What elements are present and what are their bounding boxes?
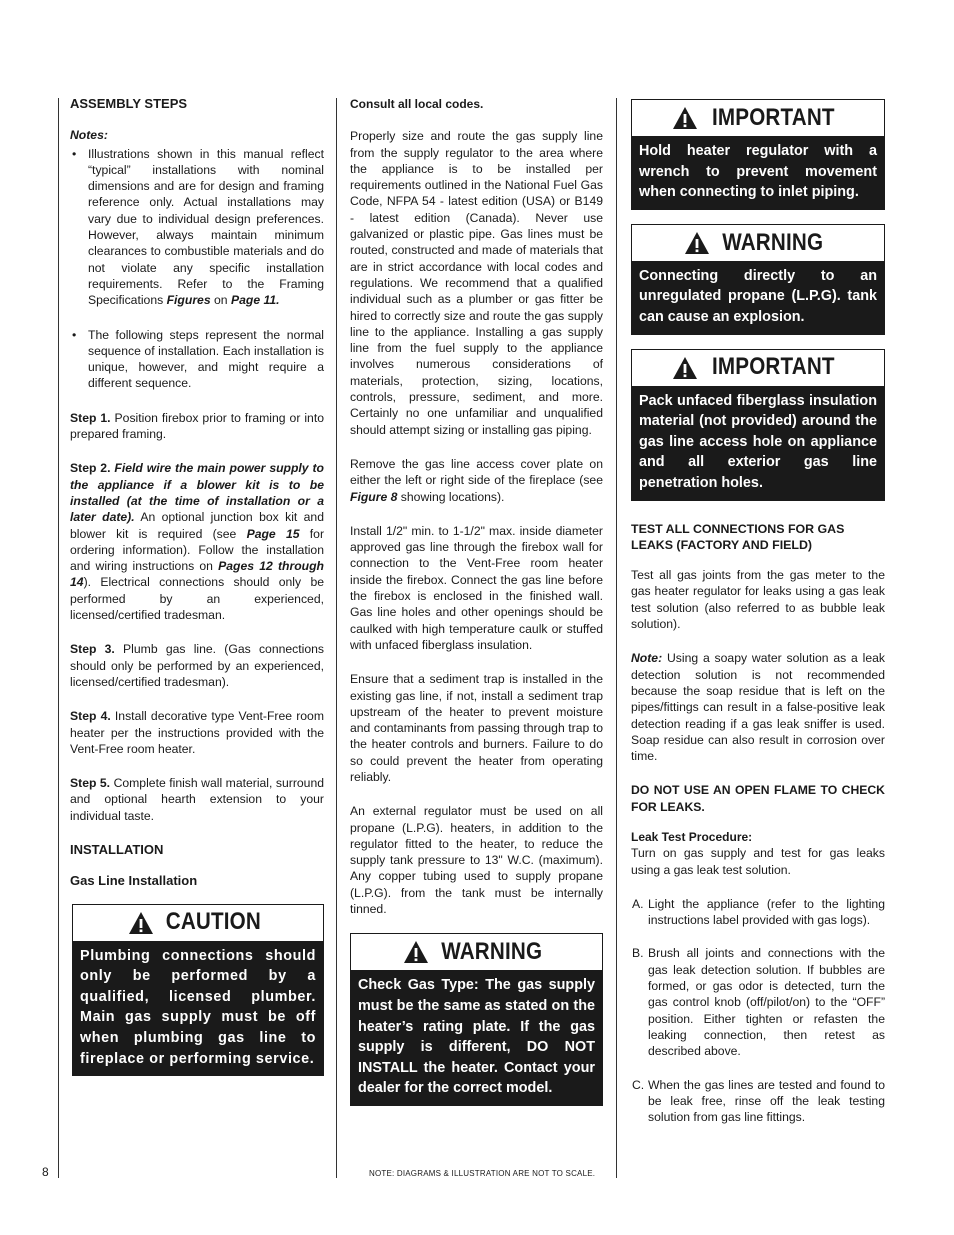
step-2	[70, 460, 324, 623]
figure-ref: Figure 8	[350, 489, 398, 504]
column-right	[631, 99, 885, 1142]
step-text: Position firebox prior to framing or into prepared framing.	[70, 410, 325, 442]
warning-triangle-icon	[128, 911, 154, 935]
step-text: Install decorative type Vent-Free room heater per the instructions provided with the Vent-Free room heater.	[70, 709, 324, 756]
caution-header	[73, 905, 323, 941]
step-label: Step 5.	[70, 776, 111, 791]
warning-triangle-icon	[403, 940, 429, 964]
note-label: Note:	[631, 651, 663, 666]
step-text: Plumb gas line. (Gas connections should only be performed by an experienced, licensed/certified tradesman).	[70, 642, 324, 689]
warning-title: WARNING	[441, 938, 542, 966]
assembly-steps-heading: ASSEMBLY STEPS	[70, 96, 188, 111]
warning-header	[351, 934, 602, 970]
caution-title: CAUTION	[165, 908, 261, 936]
important-title: IMPORTANT	[711, 353, 835, 381]
leak-test-intro: Turn on gas supply and test for gas leaks using a gas leak test solution.	[631, 846, 885, 877]
note-text: Using a soapy water solution as a leak detection solution is not recommended because the soap residue that is left on the pipes/fittings can result in a false-positive leak detection reading if a gas leak sniffer is used. Soap residue can also result in corrosion over time.	[631, 651, 885, 764]
page-ref: Page 15	[246, 526, 300, 541]
step-label: Step 3.	[70, 642, 115, 657]
step-5	[70, 775, 324, 824]
leak-test-heading: Leak Test Procedure:	[631, 829, 753, 844]
step-text: Brush all joints and connections with the gas leak detection solution. If bubbles are formed, or gas odor is detected, turn the gas control knob (off/pilot/on) to the “OFF” position. Either tighten or refasten the leaking connection, then retest as described above.	[648, 946, 885, 1059]
notes-list	[70, 146, 324, 392]
warning-title: WARNING	[722, 228, 824, 256]
warning-triangle-icon	[672, 356, 698, 380]
step-4	[70, 708, 324, 757]
page-ref: Page 11.	[230, 293, 280, 308]
leak-test-step	[631, 1077, 885, 1126]
important-body: Pack unfaced fiberglass insulation material (not provided) around the gas line access hole on appliance and all exterior gas line penetration holes.	[632, 386, 884, 500]
caution-body: Plumbing connections should only be performed by a qualified, licensed plumber. Main gas supply must be off when plumbing gas line to fireplace or performing service.	[73, 941, 323, 1076]
step-letter: C.	[632, 1077, 645, 1092]
important-box-regulator	[631, 99, 885, 210]
page-number: 8	[42, 1165, 49, 1179]
paragraph-text: showing locations).	[397, 489, 505, 504]
step-text: When the gas lines are tested and found to be leak free, rinse off the leak testing solution from gas line fittings.	[648, 1077, 885, 1125]
step-text: ). Electrical connections should only be performed by an experienced, licensed/certified tradesman.	[70, 575, 324, 623]
access-cover-paragraph	[350, 456, 603, 505]
step-letter: B.	[632, 946, 644, 961]
step-label: Step 1.	[70, 410, 111, 425]
test-connections-heading: TEST ALL CONNECTIONS FOR GAS LEAKS (FACTORY AND FIELD)	[631, 521, 845, 552]
figures-ref: Figures	[166, 293, 211, 308]
gas-line-paragraph: Properly size and route the gas supply line from the supply regulator to the area where the appliance is to be installed per requirements outlined in the National Fuel Gas Code, NFPA 54 - latest edition (USA) or B149 - latest edition (Canada). Never use galvanized or plastic pipe. Gas lines must be routed, constructed and made of materials that are in strict accordance with local codes and regulations. We recommend that a qualified individual such as a plumber or gas fitter be hired to correctly size and route the gas supply line to the appliance. Installing a gas supply line from the fuel supply to the appliance involves numerous considerations of materials, protection, sizing, locations, controls, pressure, sediment, and more. Certainly no one unfamiliar and unqualified should attempt sizing or installing gas piping.	[350, 129, 603, 437]
step-text: An optional junction box kit and blower kit is required (see	[70, 510, 324, 541]
sediment-trap-paragraph: Ensure that a sediment trap is installed in the existing gas line, if not, install a sediment trap upstream of the heater to prevent moisture and contaminants from passing through trap to the heater controls and burners. Failure to do so could prevent the heater from operating reliably.	[350, 672, 603, 784]
warning-header	[632, 225, 884, 261]
soap-note-paragraph	[631, 650, 885, 764]
page-ref: Pages 12 through 14	[70, 559, 324, 590]
external-regulator-paragraph: An external regulator must be used on all propane (L.P.G). heaters, in addition to the regulator fitted to the heater, to reduce the supply tank pressure to 13" W.C. (maximum). Any copper tubing used to supply propane (L.P.G). from the tank must be internally tinned.	[350, 804, 603, 917]
note-text: on	[210, 293, 231, 308]
test-paragraph: Test all gas joints from the gas meter to the gas heater regulator for leaks using a gas leak test solution (also referred to as bubble leak solution).	[631, 568, 885, 632]
gas-line-installation-heading: Gas Line Installation	[70, 873, 198, 889]
column-rule-left	[58, 98, 59, 1178]
paragraph-text: Remove the gas line access cover plate on either the left or right side of the fireplace (see	[350, 456, 603, 488]
note-item	[70, 146, 324, 309]
important-header	[632, 100, 884, 136]
important-box-insulation	[631, 349, 885, 501]
leak-test-step	[631, 896, 885, 929]
step-label: Step 4.	[70, 709, 111, 724]
column-middle	[350, 96, 603, 1120]
warning-body: Connecting directly to an unregulated propane (L.P.G). tank can cause an explosion.	[632, 261, 884, 334]
column-left	[70, 96, 324, 1090]
column-rule-right	[616, 98, 617, 1178]
note-item: • The following steps represent the normal sequence of installation. Each installation is unique, however, and might require a different sequence.	[70, 327, 324, 392]
scale-note: NOTE: DIAGRAMS & ILLUSTRATION ARE NOT TO SCALE.	[369, 1169, 596, 1178]
step-label: Step 2.	[70, 461, 111, 476]
step-emphasis: Field wire the main power supply to the appliance if a blower kit is to be installed (at the time of installation or a later date).	[70, 461, 324, 525]
note-text: Illustrations shown in this manual reflect “typical” installations with nominal dimensions and are for design and framing reference only. Actual installations may vary due to individual design preferences. However, always maintain minimum clearances to combustible materials and do not violate any specific installation requirements. Refer to the Framing Specifications	[88, 146, 324, 308]
step-text: Complete finish wall material, surround and optional hearth extension to your individual taste.	[70, 776, 324, 823]
important-header	[632, 350, 884, 386]
column-rule-middle	[336, 98, 337, 1178]
warning-box-propane	[631, 224, 885, 335]
consult-codes: Consult all local codes.	[350, 97, 484, 111]
installation-heading: INSTALLATION	[70, 841, 164, 857]
no-open-flame-warning: DO NOT USE AN OPEN FLAME TO CHECK FOR LEAKS.	[631, 783, 885, 814]
gas-line-size-paragraph: Install 1/2" min. to 1-1/2" max. inside diameter approved gas line through the firebox wall for connection to the Vent-Free room heater inside the firebox. Connect the gas line before the firebox is enclosed in the finished wall. Gas line holes and other openings should be caulked with high temperature caulk or stuffed with unfaced fiberglass insulation.	[350, 523, 603, 652]
step-text: for ordering information). Follow the installation and wiring instructions on	[70, 526, 325, 574]
important-title: IMPORTANT	[711, 103, 835, 131]
caution-box	[72, 904, 324, 1077]
notes-label: Notes:	[70, 128, 108, 143]
step-letter: A.	[632, 896, 644, 911]
step-text: Light the appliance (refer to the lighting instructions label provided with gas logs).	[648, 896, 885, 928]
warning-body: Check Gas Type: The gas supply must be the same as stated on the heater’s rating plate. If the gas supply is different, DO NOT INSTALL the heater. Contact your dealer for the correct model.	[351, 970, 602, 1105]
step-1	[70, 410, 324, 443]
leak-test-step	[631, 945, 885, 1059]
warning-triangle-icon	[672, 106, 698, 130]
warning-triangle-icon	[684, 231, 710, 255]
leak-test-steps	[631, 896, 885, 1126]
step-3	[70, 641, 324, 690]
warning-box-gas-type	[350, 933, 603, 1106]
important-body: Hold heater regulator with a wrench to prevent movement when connecting to inlet piping.	[632, 136, 884, 209]
